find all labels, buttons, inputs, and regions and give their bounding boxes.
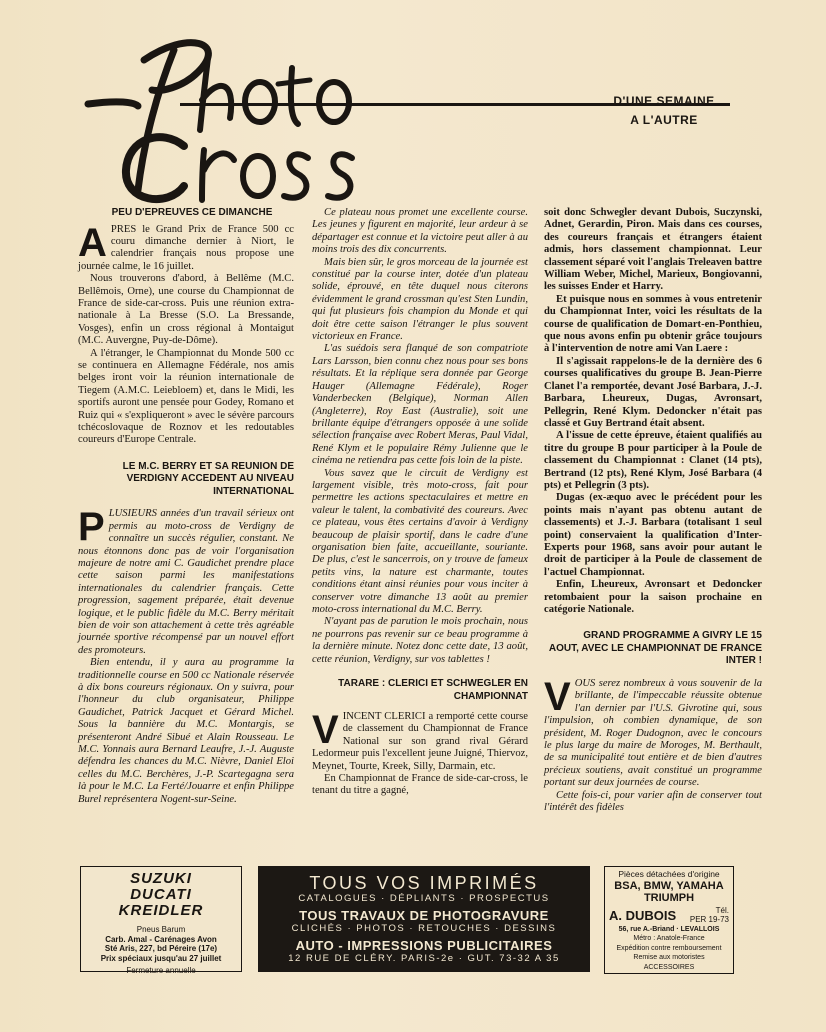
- paragraph: Cette fois-ci, pour varier afin de conserver tout l'intérêt des fidèles: [544, 789, 762, 813]
- tagline-line-1: D'UNE SEMAINE: [613, 94, 715, 108]
- paragraph: Dugas (ex-æquo avec le précédent pour les points mais n'ayant pas obtenu autant de classements) et J.-J. Barbara (totalisant 1 seul point) conservaient la qualification d'Inter-Experts pour 1968, sans avoir pour autant le droit de participer à la Poule de classement de l'actuel Championnat.: [544, 492, 762, 578]
- column-2: [312, 207, 528, 798]
- drop-cap: V: [544, 674, 571, 719]
- ad-text: Expédition contre remboursement: [616, 944, 722, 952]
- article-4-intro: [544, 674, 762, 790]
- tel-value: PER 19-73: [689, 915, 729, 924]
- ad-text: Pièces détachées d'origine: [618, 869, 720, 879]
- paragraph: Vous savez que le circuit de Verdigny est largement visible, très moto-cross, fait pour permettre les actions spectaculaires et mettre en valeur le talent, la combativité des coureurs. Avec ce plateau, vous êtes certains d'avoir à Verdigny beaucoup de plaisir sportif, dans le cadre d'une organisation bien faite, accueillante, souriante. De plus, c'est le sancerrois, on y trouve de fameux petits vins, la nature est charmante, toutes conditions étant ainsi réunies pour vous inciter à conserver votre dimanche 13 août au premier moto-cross international du M.C. Berry.: [312, 467, 528, 615]
- paragraph: Nous trouverons d'abord, à Bellême (M.C. Bellêmois, Orne), une course du Championnat de France de side-car-cross. Puis une réunion extra-nationale à La Bresse (S.O. La Bressande, Vosges), enfin un cross régional à Montaigut (M.C. Auvergne, Puy-de-Dôme).: [78, 273, 294, 347]
- tagline: [604, 92, 724, 130]
- ad-text: ACCESSOIRES: [643, 963, 695, 971]
- ad-text: TOUS TRAVAUX DE PHOTOGRAVURE: [299, 908, 549, 923]
- brand-kreidler: KREIDLER: [118, 902, 204, 919]
- heading-peu-epreuves: PEU D'EPREUVES CE DIMANCHE: [111, 207, 273, 218]
- heading-givry: GRAND PROGRAMME A GIVRY LE 15 AOUT, AVEC LE CHAMPIONNAT DE FRANCE INTER !: [548, 630, 762, 667]
- paragraph: Ce plateau nous promet une excellente course. Les jeunes y figurent en majorité, leur ardeur à se départager est connue et la victoire peut aller à au moins trois des dix concurrents.: [312, 207, 528, 256]
- ad-text: CATALOGUES · DÉPLIANTS · PROSPECTUS: [298, 893, 550, 904]
- ad-text: Carb. Amal - Carénages Avon: [105, 934, 217, 944]
- paragraph: soit donc Schwegler devant Dubois, Suczynski, Adnet, Gerardin, Piron. Mais dans ces courses, des coureurs français et étrangers étaient admis, hors classement championnat. Leur classement séparé voit l'anglais Treleaven battre William Weber, Michel, Marieux, Bongiovanni, les suisses Ender et Harry.: [544, 207, 762, 293]
- ad-title: TOUS VOS IMPRIMÉS: [309, 873, 539, 893]
- ad-text: 12 RUE DE CLÉRY. PARIS-2e · GUT. 73-32 A 35: [288, 953, 560, 964]
- ad-text: Sté Aris, 227, bd Péreire (17e): [104, 944, 218, 953]
- article-3-intro: [312, 708, 528, 773]
- column-1: [78, 207, 294, 806]
- heading-mc-berry: LE M.C. BERRY ET SA REUNION DE VERDIGNY ACCEDENT AU NIVEAU INTERNATIONAL: [122, 460, 294, 497]
- paragraph-text: PRES le Grand Prix de France 500 cc couru dimanche dernier à Niort, le calendrier français nous propose une journée calme, le 16 juillet.: [78, 223, 294, 272]
- article-1-intro: [78, 220, 294, 274]
- brand-ducati: DUCATI: [130, 886, 192, 903]
- ad-text: Fermeture annuelle: [126, 966, 196, 975]
- tagline-line-2: A L'AUTRE: [630, 113, 698, 127]
- heading-tarare: TARARE : CLERICI ET SCHWEGLER EN CHAMPIONNAT: [338, 678, 528, 702]
- ad-text: 56, rue A.-Briand · LEVALLOIS: [618, 925, 720, 933]
- drop-cap: V: [312, 708, 339, 753]
- ad-text: CLICHÉS · PHOTOS · RETOUCHES · DESSINS: [291, 923, 557, 934]
- ad-name: A. DUBOIS: [609, 907, 677, 923]
- paragraph-text: INCENT CLERICI a remporté cette course de classement du Championnat de France National sur son grand rival Gérard Ledormeur puis l'excellent jeune Juigné, Thiervoz, Meynet, Tourte, Kreek, Silly, Darmain, etc.: [312, 711, 528, 772]
- ad-contact-row: [609, 906, 729, 925]
- paragraph: L'as suédois sera flanqué de son compatriote Lars Larsson, bien connu chez nous pour ses bons résultats. Et la réplique sera donnée par George Hauger (Allemagne Fédérale), Roger Vanderbecken (Belgique), Norman Allen (Angleterre), Roy East (Australie), soit une brillante équipe d'étrangers opposée à une solide sélection française avec Robert Meras, Paul Vidal, René Klym et le populaire Rémy Julienne que le cinéma ne retiendra pas cette fois loin de la piste.: [312, 343, 528, 467]
- paragraph: A l'étranger, le Championnat du Monde 500 cc se continuera en Allemagne Fédérale, nos amis belges iront voir la réunion internationale de Tiegem (A.M.C. Leiebloem) et, dans le Midi, les sportifs auront une pensée pour Godey, Romano et Ruiz qui « s'expliqueront » avec le sévère parcours tchécoslovaque de Roznov et les redoutables coureurs d'Europe Centrale.: [78, 347, 294, 446]
- ad-text: Remise aux motoristes: [633, 954, 705, 961]
- logo-text: Photo Cross: [78, 20, 83, 21]
- paragraph-text: OUS serez nombreux à vous souvenir de la brillante, de l'impeccable réussite obtenue l'an dernier par l'U.S. Givrotine qui, sous l'impulsion, oh combien dynamique, de son président, M. Roger Dudognon, avec le concours le plus large du maire de Moroges, M. Berthault, de sa municipalité tout entière et de bien d'autres précieux soutiens, avait constitué un programme portant sur deux journées de course.: [544, 677, 762, 789]
- paragraph: Et puisque nous en sommes à vous entretenir du Championnat Inter, voici les résultats de la course de qualification de Domart-en-Ponthieu, que nous avons enfin pu obtenir grâce toujours à l'intervention de notre ami Van Laere :: [544, 293, 762, 355]
- ad-text: Pneus Barum: [136, 925, 186, 934]
- ad-phone: [690, 906, 729, 925]
- ad-brands: TRIUMPH: [643, 891, 695, 904]
- ad-imprimes: [258, 866, 590, 972]
- tel-label: Tél.: [715, 905, 729, 915]
- paragraph: Enfin, Lheureux, Avronsart et Dedoncker retombaient pour la saison prochaine en catégorie Nationale.: [544, 579, 762, 615]
- paragraph: Il s'agissait rappelons-le de la dernière des 6 courses qualificatives du groupe B. Jean-Pierre Clanet l'a remportée, devant José Barbara, J.-J. Barbara, Lheureux, Dugas, Avronsart, Pellegrin, René Klym. Dedoncker n'était pas classé et Guy Bertrand était absent.: [544, 355, 762, 429]
- ad-text: AUTO - IMPRESSIONS PUBLICITAIRES: [295, 938, 553, 953]
- drop-cap: A: [78, 220, 107, 265]
- article-2-intro: [78, 505, 294, 657]
- ad-text: Métro : Anatole-France: [633, 935, 705, 942]
- paragraph: A l'issue de cette épreuve, étaient qualifiés au titre du groupe B pour participer à la Poule de classement du Championnat : Clanet (14 pts), Bertrand (12 pts), René Klym, José Barbara (4 pts) et Pellegrin (3 pts).: [544, 430, 762, 491]
- paragraph: Mais bien sûr, le gros morceau de la journée est constitué par la course inter, dotée d'un plateau solide, éprouvé, en tête duquel nous citerons évidemment le grand crossman qu'est Sten Lundin, qui fut plusieurs fois champion du Monde et qui doit être cette saison l'étranger le plus souvent victorieux en France.: [312, 256, 528, 343]
- ad-suzuki: [80, 866, 242, 975]
- photo-cross-logo: [78, 20, 388, 210]
- paragraph: N'ayant pas de parution le mois prochain, nous ne pourrons pas revenir sur ce beau programme à la dernière minute. Notez donc cette date, 13 août, cette réunion, Verdigny, sur vos tablettes !: [312, 616, 528, 665]
- drop-cap: P: [78, 505, 105, 550]
- paragraph: Bien entendu, il y aura au programme la traditionnelle course en 500 cc Nationale réservée à dix bons coureurs régionaux. On y suivra, pour l'honneur du club organisateur, Philippe Gaudichet, Patrick Jacquet et Gérard Michel. Sous la bannière du M.C. Montargis, se présenteront André Sibué et Alain Rousseau. Le M.C. Yonnais aura Bernard Leaufre, J.-J. Auguste défendra les chances du M.C. Nièvre, Daniel Eloi celles du M.C. Berchères, J.-P. Scartegagna sera là pour le M.C. La Ferté/Jouarre et enfin Philippe Burel représentera Nogent-sur-Seine.: [78, 657, 294, 805]
- brand-suzuki: SUZUKI: [130, 870, 192, 887]
- ad-dubois: [604, 866, 734, 974]
- paragraph-text: LUSIEURS années d'un travail sérieux ont permis au moto-cross de Verdigny de connaître un succès régulier, constant. Ne nous étonnons donc pas de voir l'organisation majeure de notre ami C. Gaudichet prendre place cette saison parmi les manifestations internationales du calendrier français. Cette progression, sagement préparée, était devenue logique, et le public fidèle du M.C. Berry méritait bien de voir son attachement à cette très agréable journée sportive récompensé par un nouvel effort des promoteurs.: [78, 508, 294, 656]
- ad-brands: BSA, BMW, YAMAHA: [614, 879, 724, 892]
- ad-text: Prix spéciaux jusqu'au 27 juillet: [100, 953, 222, 963]
- column-3: [544, 207, 762, 814]
- paragraph: En Championnat de France de side-car-cross, le tenant du titre a gagné,: [312, 773, 528, 797]
